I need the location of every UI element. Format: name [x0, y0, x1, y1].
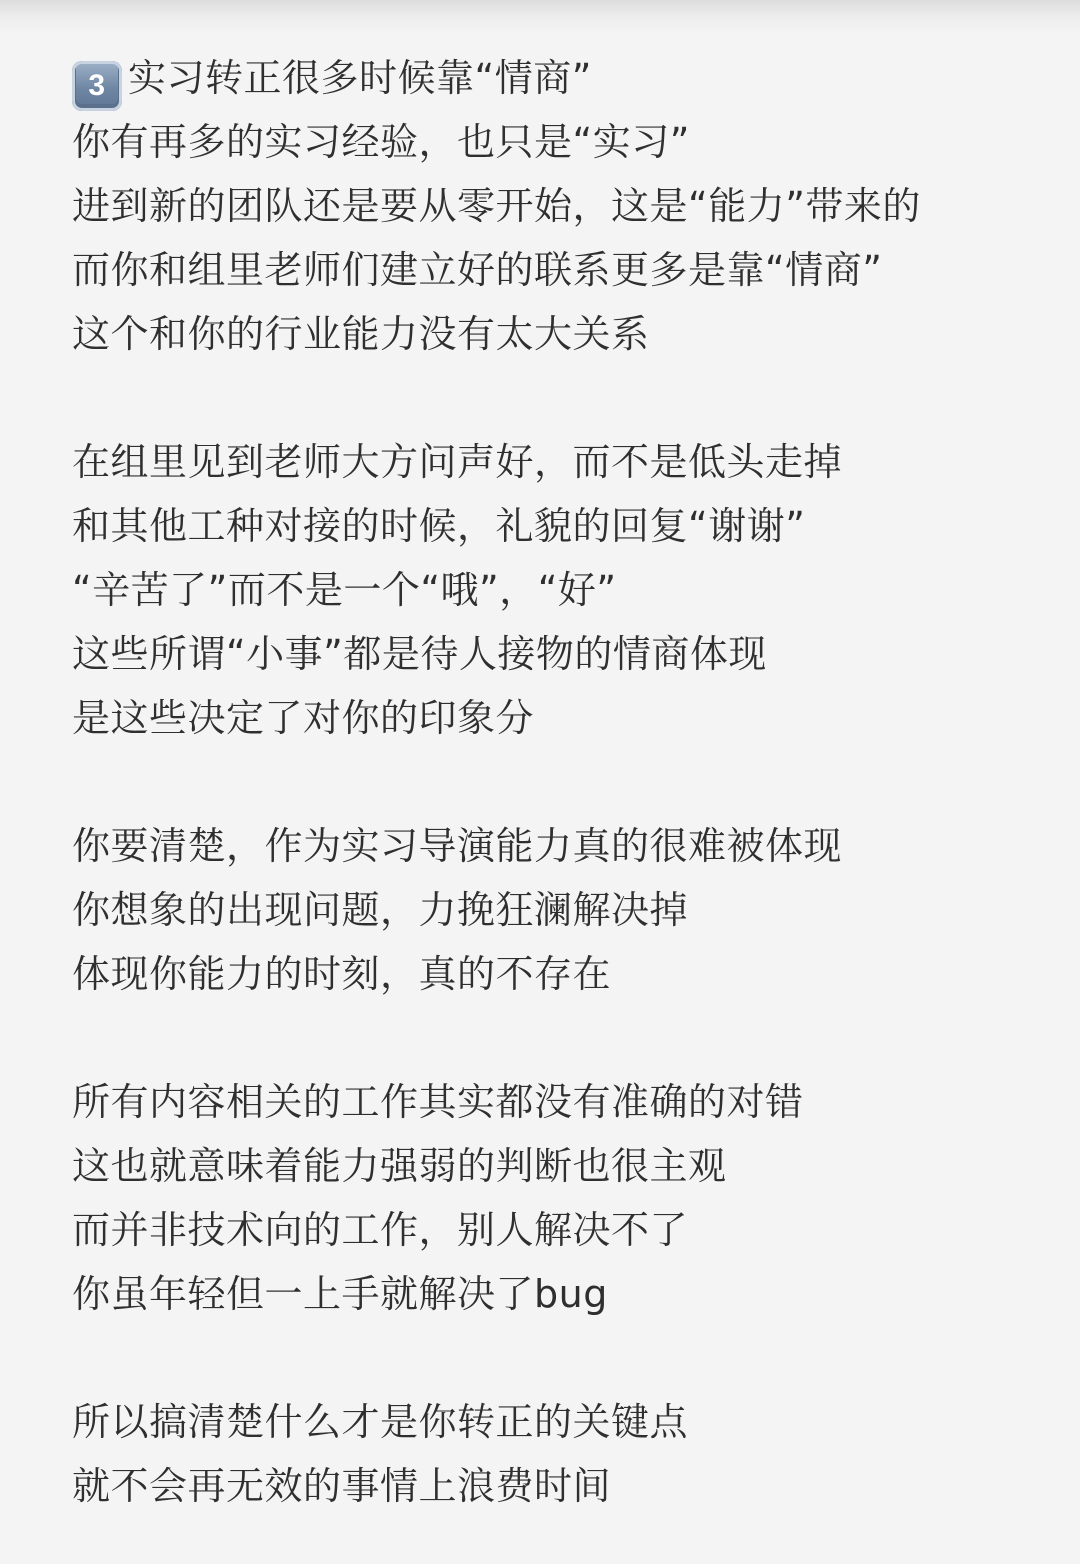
- text-line: “辛苦了”而不是一个“哦”，“好”: [72, 568, 617, 612]
- top-edge-shadow: [0, 0, 1080, 34]
- text-line: 所以搞清楚什么才是你转正的关键点: [72, 1400, 689, 1444]
- paragraph: [72, 1070, 1032, 1326]
- paragraph: [72, 430, 1032, 750]
- text-line: 你虽年轻但一上手就解决了bug: [72, 1272, 608, 1316]
- text-line: 是这些决定了对你的印象分: [72, 696, 535, 740]
- note-body: [72, 46, 1032, 1518]
- text-line: 而并非技术向的工作，别人解决不了: [72, 1208, 689, 1252]
- text-line: 你想象的出现问题，力挽狂澜解决掉: [72, 888, 689, 932]
- paragraph: [72, 46, 1032, 366]
- text-line: 就不会再无效的事情上浪费时间: [72, 1464, 612, 1508]
- text-line: 你有再多的实习经验，也只是“实习”: [72, 120, 690, 164]
- text-line: 你要清楚，作为实习导演能力真的很难被体现: [72, 824, 843, 868]
- text-line: 进到新的团队还是要从零开始，这是“能力”带来的: [72, 184, 921, 228]
- section-heading: [72, 46, 1032, 110]
- keycap-number-icon: 3: [72, 61, 122, 111]
- text-line: 这个和你的行业能力没有太大关系: [72, 312, 650, 356]
- text-line: 体现你能力的时刻，真的不存在: [72, 952, 612, 996]
- paragraph: [72, 1390, 1032, 1518]
- section-title: 实习转正很多时候靠“情商”: [128, 56, 592, 100]
- paragraph: [72, 814, 1032, 1006]
- text-line: 和其他工种对接的时候，礼貌的回复“谢谢”: [72, 504, 806, 548]
- text-line: 在组里见到老师大方问声好，而不是低头走掉: [72, 440, 843, 484]
- text-line: 所有内容相关的工作其实都没有准确的对错: [72, 1080, 804, 1124]
- text-line: 这些所谓“小事”都是待人接物的情商体现: [72, 632, 767, 676]
- text-line: 而你和组里老师们建立好的联系更多是靠“情商”: [72, 248, 883, 292]
- text-line: 这也就意味着能力强弱的判断也很主观: [72, 1144, 727, 1188]
